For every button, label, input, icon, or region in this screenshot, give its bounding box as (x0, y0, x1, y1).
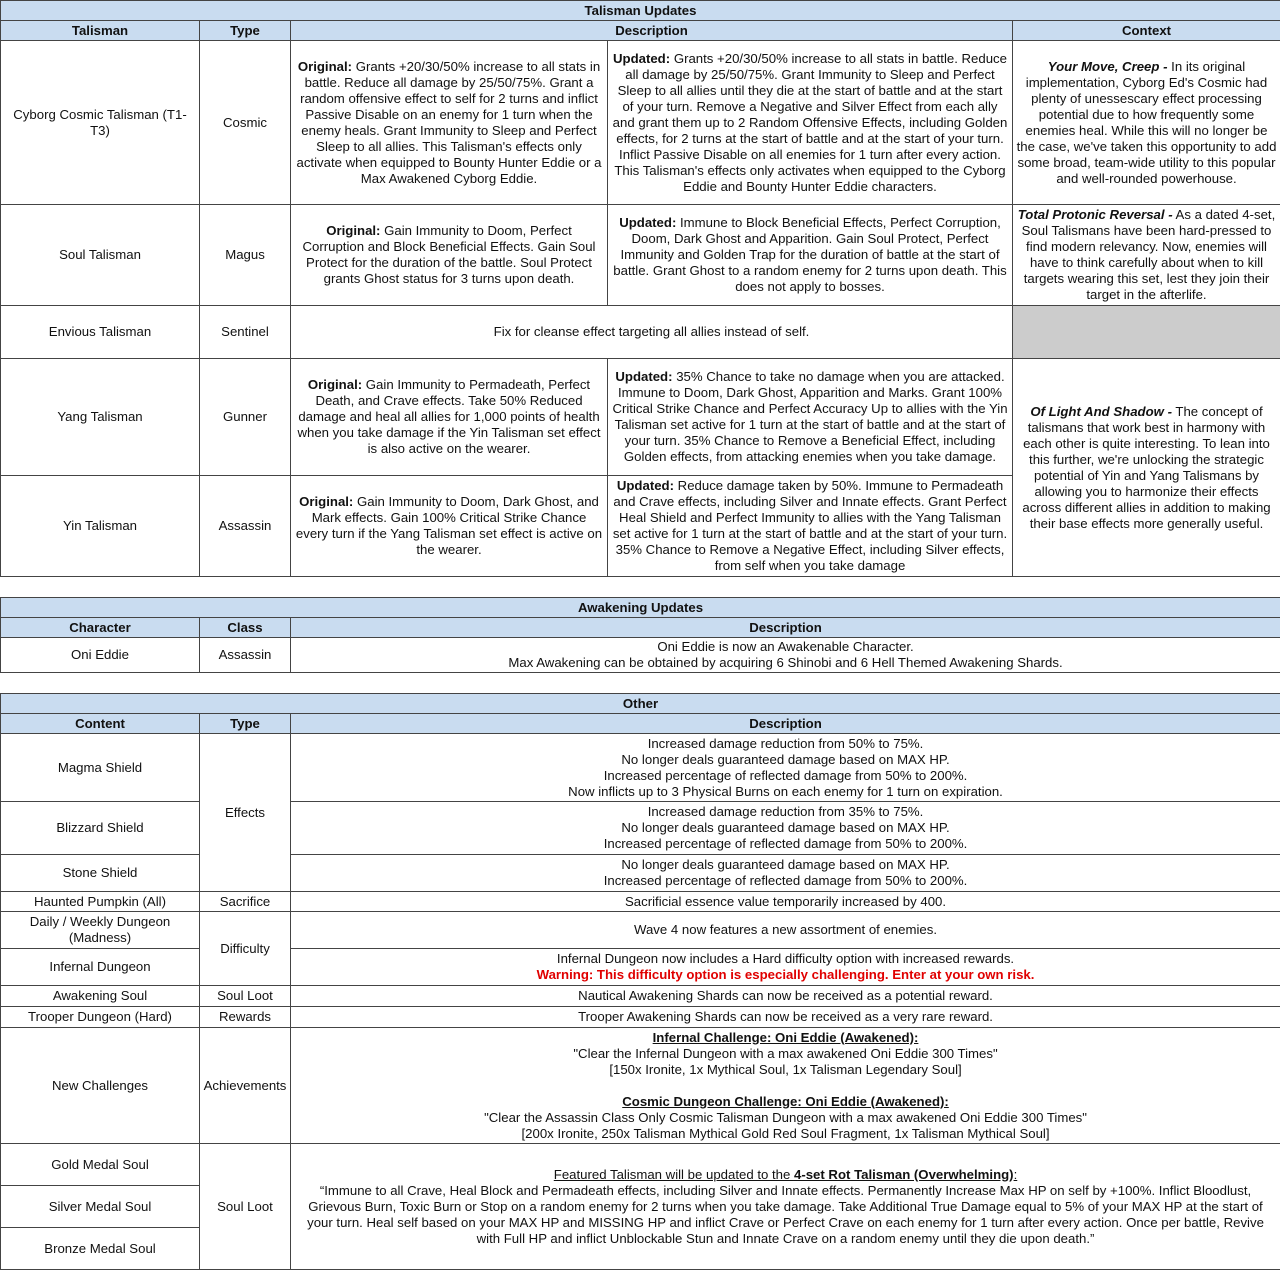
updated-text: Grants +20/30/50% increase to all stats in battle. Reduce all damage by 25/50/75%. Grant Immunity to Sleep and Perfect Sleep to all allies until they die at the start of battle and at the start of your turn. Remove a Negative and Silver Effect from each ally and grant them up to 2 Random Offensive Effects, including Golden effects, for 2 turns at the start of battle and at the start of your turn. Inflict Passive Disable on all enemies for 1 turn after every action. This Talisman's effects only activates when equipped to the Cyborg Eddie and Bounty Hunter Eddie characters. (612, 50, 1008, 194)
table-row (1, 855, 1280, 892)
fix-description: Fix for cleanse effect targeting all allies instead of self. (291, 306, 1013, 359)
description-line: Oni Eddie is now an Awakenable Character. (657, 639, 914, 654)
featured-talisman-quote: “Immune to all Crave, Heal Block and Permadeath effects, including Silver and Innate effects. Permanently Increase Max HP on self by +100%. Inflict Bloodlust, Grievous Burn, Toxic Burn or Stop on a random enemy for 2 turns when you take damage. Take Additional True Damage equal to 5% of your MAX HP at the start of your turn. Heal self based on your MAX HP and MISSING HP and inflict Crave or Perfect Crave on each enemy for 1 turn after every action. Once per battle, Revive with Full HP and inflict Unblockable Stun and Innate Crave on a random enemy until they die upon death.” (307, 1182, 1264, 1246)
character-name: Oni Eddie (1, 638, 200, 673)
section-gap (0, 577, 1280, 597)
table-row (1, 892, 1280, 912)
description-line: Increased damage reduction from 50% to 75%. (647, 735, 924, 751)
table-row (1, 1028, 1280, 1144)
header-character: Character (1, 618, 200, 638)
context-text: In its original implementation, Cyborg Ed's Cosmic had plenty of unessescary effect processing potential due to how frequently some enemies heal. While this will no longer be the case, we've taken this opportunity to add some broad, team-wide utility to this popular and well-rounded powerhouse. (1016, 58, 1277, 186)
context-cell (1013, 41, 1280, 205)
updated-description (608, 205, 1013, 306)
description-line: Max Awakening can be obtained by acquiring 6 Shinobi and 6 Hell Themed Awakening Shards. (508, 655, 1063, 670)
featured-talisman-line (294, 1167, 1277, 1183)
header-context: Context (1013, 21, 1280, 41)
context-text: As a dated 4-set, Soul Talismans have been hard-pressed to find modern relevancy. Now, enemies will have to think carefully about when to kill targets wearing this set, lest they join their target in the afterlife. (1021, 207, 1276, 302)
empty-context-cell (1013, 306, 1280, 359)
content-type: Difficulty (200, 912, 291, 986)
original-text: Gain Immunity to Doom, Perfect Corruption and Block Beneficial Effects. Gain Soul Protect for the duration of the battle. Soul Protect grants Ghost status for 3 turns upon death. (302, 223, 596, 286)
section-gap (0, 673, 1280, 693)
content-description: Wave 4 now features a new assortment of enemies. (291, 912, 1280, 949)
table-row (1, 41, 1280, 205)
content-description (291, 855, 1280, 892)
updated-label: Updated: (619, 215, 677, 230)
description-line: Increased damage reduction from 35% to 75%. (647, 804, 924, 819)
updated-text: 35% Chance to take no damage when you are attacked. Immune to Doom, Dark Ghost, Apparition and Marks. Grant 100% Critical Strike Chance and Perfect Accuracy Up to allies with the Yin Talisman set active for 1 turn at the start of battle and at the start of your turn. 35% Chance to Remove a Beneficial Effect, including Golden effects, from attacking enemies when you take damage. (612, 369, 1008, 464)
table-row (1, 359, 1280, 476)
character-class: Assassin (200, 638, 291, 673)
challenge-reward: [150x Ironite, 1x Mythical Soul, 1x Talisman Legendary Soul] (609, 1061, 962, 1077)
challenge-title: Cosmic Dungeon Challenge: Oni Eddie (Awakened): (622, 1093, 949, 1109)
header-description: Description (291, 618, 1280, 638)
talisman-type: Gunner (200, 359, 291, 476)
talisman-type: Cosmic (200, 41, 291, 205)
warning-text: Warning: This difficulty option is especially challenging. Enter at your own risk. (536, 967, 1035, 982)
featured-suffix: : (1013, 1166, 1018, 1182)
content-name: Trooper Dungeon (Hard) (1, 1007, 200, 1028)
original-label: Original: (299, 494, 354, 509)
table-row (1, 912, 1280, 949)
content-description (291, 1144, 1280, 1270)
updated-description (608, 41, 1013, 205)
table-row (1, 638, 1280, 673)
content-name: Stone Shield (1, 855, 200, 892)
description-line: Increased percentage of reflected damage from 50% to 200%. (603, 873, 968, 888)
talisman-name: Yin Talisman (1, 476, 200, 577)
table-row (1, 986, 1280, 1007)
content-description (291, 1028, 1280, 1144)
featured-prefix: Featured Talisman will be updated to the (553, 1166, 794, 1182)
talisman-section-title: Talisman Updates (1, 1, 1280, 21)
awakening-section-title: Awakening Updates (1, 598, 1280, 618)
context-title: Total Protonic Reversal - (1017, 207, 1173, 222)
content-name: Blizzard Shield (1, 802, 200, 855)
context-title: Your Move, Creep - (1047, 58, 1168, 74)
updated-label: Updated: (612, 50, 671, 66)
content-description (291, 802, 1280, 855)
description-line: Infernal Dungeon now includes a Hard difficulty option with increased rewards. (556, 951, 1015, 966)
table-row (1, 205, 1280, 306)
header-talisman: Talisman (1, 21, 200, 41)
table-row (1, 949, 1280, 986)
updated-text: Reduce damage taken by 50%. Immune to Permadeath and Crave effects, including Silver and Innate effects. Grant Perfect Heal Shield and Perfect Immunity to allies with the Yang Talisman set active for 1 turn at the start of battle and at the start of your turn. 35% Chance to Remove a Negative Effect, including Silver effects, from self when you take damage (612, 478, 1008, 573)
talisman-name: Soul Talisman (1, 205, 200, 306)
awakening-updates-table (0, 597, 1280, 673)
description-line: Now inflicts up to 3 Physical Burns on each enemy for 1 turn on expiration. (568, 783, 1003, 799)
content-name: Bronze Medal Soul (1, 1228, 200, 1270)
content-name: Infernal Dungeon (1, 949, 200, 986)
original-label: Original: (307, 377, 363, 392)
header-description: Description (291, 21, 1013, 41)
context-cell (1013, 205, 1280, 306)
talisman-name: Envious Talisman (1, 306, 200, 359)
featured-talisman-name: 4-set Rot Talisman (Overwhelming) (793, 1166, 1014, 1182)
talisman-type: Assassin (200, 476, 291, 577)
other-updates-table (0, 693, 1280, 1270)
header-class: Class (200, 618, 291, 638)
original-label: Original: (297, 58, 353, 74)
other-section-title: Other (1, 694, 1280, 714)
original-description (291, 359, 608, 476)
content-name: Awakening Soul (1, 986, 200, 1007)
content-description (291, 949, 1280, 986)
content-name: Haunted Pumpkin (All) (1, 892, 200, 912)
content-description (291, 734, 1280, 802)
content-name: Daily / Weekly Dungeon (Madness) (1, 912, 200, 949)
original-text: Gain Immunity to Permadeath, Perfect Death, and Crave effects. Take 50% Reduced damage and heal all allies for 1,000 points of health when you take damage if the Yin Talisman set effect is also active on the wearer. (297, 377, 601, 456)
awakening-description (291, 638, 1280, 673)
context-cell (1013, 359, 1280, 577)
talisman-name: Yang Talisman (1, 359, 200, 476)
updated-description (608, 359, 1013, 476)
challenge-quote: "Clear the Infernal Dungeon with a max awakened Oni Eddie 300 Times" (573, 1045, 998, 1061)
talisman-type: Magus (200, 205, 291, 306)
header-description: Description (291, 714, 1280, 734)
original-description (291, 205, 608, 306)
table-row (1, 1144, 1280, 1186)
content-description: Trooper Awakening Shards can now be received as a very rare reward. (291, 1007, 1280, 1028)
content-type: Soul Loot (200, 1144, 291, 1270)
content-type: Sacrifice (200, 892, 291, 912)
challenge-reward: [200x Ironite, 250x Talisman Mythical Gold Red Soul Fragment, 1x Talisman Mythical Soul] (521, 1125, 1050, 1141)
table-row (1, 306, 1280, 359)
updated-label: Updated: (616, 478, 674, 493)
original-label: Original: (326, 223, 381, 238)
header-type: Type (200, 21, 291, 41)
content-type: Effects (200, 734, 291, 892)
description-line: No longer deals guaranteed damage based on MAX HP. (621, 820, 950, 835)
talisman-type: Sentinel (200, 306, 291, 359)
table-row (1, 802, 1280, 855)
description-line: No longer deals guaranteed damage based on MAX HP. (621, 751, 950, 767)
original-text: Grants +20/30/50% increase to all stats in battle. Reduce all damage by 25/50/75%. Grant a random offensive effect to self for 2 turns and inflict Passive Disable on an enemy for 1 turn when the enemy heals. Grant Immunity to Sleep and Perfect Sleep to all allies. This Talisman's effects only activate when equipped to Bounty Hunter Eddie or a Max Awakened Cyborg Eddie. (296, 58, 602, 186)
context-title: Of Light And Shadow - (1030, 403, 1172, 419)
description-line: Increased percentage of reflected damage from 50% to 200%. (603, 836, 968, 851)
challenge-quote: "Clear the Assassin Class Only Cosmic Talisman Dungeon with a max awakened Oni Eddie 300 Times" (484, 1109, 1087, 1125)
original-description (291, 476, 608, 577)
spacer (294, 1078, 1277, 1094)
content-name: Gold Medal Soul (1, 1144, 200, 1186)
content-name: New Challenges (1, 1028, 200, 1144)
table-row (1, 734, 1280, 802)
challenge-title: Infernal Challenge: Oni Eddie (Awakened): (652, 1029, 919, 1045)
description-line: No longer deals guaranteed damage based on MAX HP. (621, 857, 950, 872)
header-type: Type (200, 714, 291, 734)
description-line: Increased percentage of reflected damage from 50% to 200%. (603, 767, 968, 783)
original-text: Gain Immunity to Doom, Dark Ghost, and Mark effects. Gain 100% Critical Strike Chance every turn if the Yang Talisman set effect is active on the wearer. (295, 494, 603, 557)
content-description: Sacrificial essence value temporarily increased by 400. (291, 892, 1280, 912)
context-text: The concept of talismans that work best in harmony with each other is quite interesting. To lean into this further, we're unlocking the strategic potential of Yin and Yang Talismans by allowing you to harmonize their effects across different allies in addition to making their base effects more generally useful. (1022, 403, 1271, 531)
table-row (1, 1007, 1280, 1028)
original-description (291, 41, 608, 205)
content-name: Magma Shield (1, 734, 200, 802)
talisman-updates-table (0, 0, 1280, 577)
content-type: Soul Loot (200, 986, 291, 1007)
updated-description (608, 476, 1013, 577)
updated-text: Immune to Block Beneficial Effects, Perfect Corruption, Doom, Dark Ghost and Apparition. Gain Soul Protect, Perfect Immunity and Golden Trap for the duration of battle at the start of battle. Grant Ghost to a random enemy for 2 turns upon death. This does not apply to bosses. (613, 215, 1007, 294)
header-content: Content (1, 714, 200, 734)
content-type: Achievements (200, 1028, 291, 1144)
talisman-name: Cyborg Cosmic Talisman (T1-T3) (1, 41, 200, 205)
content-name: Silver Medal Soul (1, 1186, 200, 1228)
updated-label: Updated: (615, 369, 673, 384)
content-type: Rewards (200, 1007, 291, 1028)
content-description: Nautical Awakening Shards can now be received as a potential reward. (291, 986, 1280, 1007)
